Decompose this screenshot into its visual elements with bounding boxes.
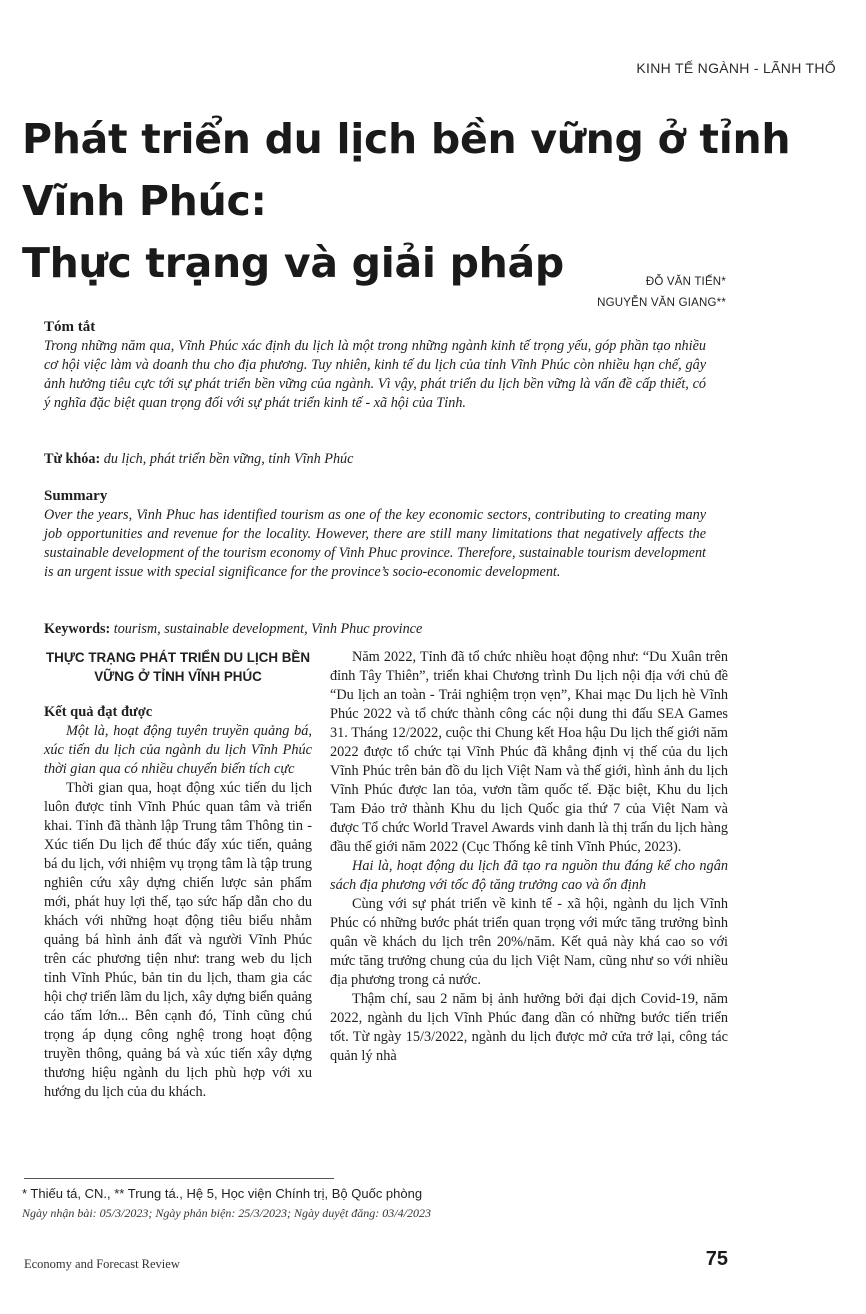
left-paragraph-1: Một là, hoạt động tuyên truyền quảng bá, xúc tiến du lịch của ngành du lịch Vĩnh Phúc thời gian qua có nhiều chuyển biến tích cực xyxy=(44,723,312,777)
author-block xyxy=(597,272,726,314)
author-1: ĐỖ VĂN TIẾN* xyxy=(645,276,726,288)
keywords-vi-label: Từ khóa: xyxy=(44,451,101,467)
abstract-en-heading: Summary xyxy=(44,488,108,504)
subheading-results: Kết quả đạt được xyxy=(44,704,153,720)
title-line-1: Phát triển du lịch bền vững ở tỉnh xyxy=(22,115,791,163)
running-head: KINH TẾ NGÀNH - LÃNH THỔ xyxy=(636,60,836,76)
abstract-vi-body: Trong những năm qua, Vĩnh Phúc xác định du lịch là một trong những ngành kinh tế trọng yếu, góp phần tạo nhiều cơ hội việc làm và doanh thu cho địa phương. Tuy nhiên, kinh tế du lịch của tỉnh Vĩnh Phúc còn nhiều hạn chế, gây ảnh hưởng tiêu cực tới sự phát triển bền vững của ngành. Vì vậy, phát triển du lịch bền vững là vấn đề cấp thiết, có ý nghĩa đặc biệt quan trọng đối với sự phát triển kinh tế - xã hội của Tỉnh. xyxy=(44,338,706,411)
footnote-affiliation: * Thiếu tá, CN., ** Trung tá., Hệ 5, Học viện Chính trị, Bộ Quốc phòng xyxy=(22,1186,423,1201)
right-paragraph-1: Năm 2022, Tỉnh đã tổ chức nhiều hoạt động như: “Du Xuân trên đỉnh Tây Thiên”, triển khai Chương trình Du lịch nội địa với chủ đề “Du lịch an toàn - Trải nghiệm trọn vẹn”, Khai mạc Du lịch hè Vĩnh Phúc 2022 và tổ chức thành công các nội dung thi đấu SEA Games 31. Tháng 12/2022, cuộc thi Chung kết Hoa hậu Du lịch thế giới năm 2022 được tổ chức tại Vĩnh Phúc đã khẳng định vị thế của du lịch Vĩnh Phúc trên bản đồ du lịch Việt Nam và thế giới, hình ảnh du lịch Vĩnh Phúc được lan tỏa, vươn tầm quốc tế. Đặc biệt, Khu du lịch Tam Đảo trở thành Khu du lịch Quốc gia thứ 7 của Việt Nam và được Tổ chức World Travel Awards vinh danh là thị trấn du lịch hàng đầu thế giới năm 2022 (Cục Thống kê tỉnh Vĩnh Phúc, 2023). xyxy=(330,649,728,855)
author-2: NGUYỄN VĂN GIANG** xyxy=(597,297,726,309)
keywords-vi xyxy=(44,450,706,469)
keywords-vi-value: du lịch, phát triển bền vững, tỉnh Vĩnh Phúc xyxy=(103,451,354,467)
footnote-rule xyxy=(24,1178,334,1179)
journal-name: Economy and Forecast Review xyxy=(24,1257,180,1271)
right-paragraph-3: Cùng với sự phát triển về kinh tế - xã hội, ngành du lịch Vĩnh Phúc có những bước phát triển quan trọng với mức tăng trưởng bình quân về khách du lịch trên 20%/năm. Kết quả này khá cao so với mức tăng trưởng chung của du lịch Việt Nam, cũng như so với nhiều địa phương trong cả nước. xyxy=(330,896,728,988)
section-heading: THỰC TRẠNG PHÁT TRIỂN DU LỊCH BỀN VỮNG Ở TỈNH VĨNH PHÚC xyxy=(45,650,311,684)
abstract-en xyxy=(44,487,706,582)
keywords-en xyxy=(44,620,706,639)
title-line-2: Vĩnh Phúc: xyxy=(22,177,267,225)
keywords-en-label: Keywords: xyxy=(44,621,111,637)
abstract-en-body: Over the years, Vinh Phuc has identified tourism as one of the key economic sectors, contributing to creating many job opportunities and revenue for the locality. However, there are still many limitations that negatively affects the sustainable development of the tourism economy of Vinh Phuc province. Therefore, sustainable tourism development is an urgent issue with special significance for the province’s socio-economic development. xyxy=(44,507,706,580)
right-column xyxy=(330,648,728,1066)
keywords-en-value: tourism, sustainable development, Vinh Phuc province xyxy=(113,621,423,637)
title-line-3: Thực trạng và giải pháp xyxy=(22,239,564,287)
abstract-vi xyxy=(44,318,706,413)
right-paragraph-4: Thậm chí, sau 2 năm bị ảnh hưởng bởi đại dịch Covid-19, năm 2022, ngành du lịch Vĩnh Phúc đang dần có những bước tiến triển tốt. Từ ngày 15/3/2022, ngành du lịch được mở cửa trở lại, công tác quản lý nhà xyxy=(330,991,728,1064)
footnote-dates: Ngày nhận bài: 05/3/2023; Ngày phản biện: 25/3/2023; Ngày duyệt đăng: 03/4/2023 xyxy=(22,1206,431,1220)
right-paragraph-2: Hai là, hoạt động du lịch đã tạo ra nguồn thu đáng kể cho ngân sách địa phương với tốc độ tăng trưởng cao và ổn định xyxy=(330,858,728,893)
left-column xyxy=(44,648,312,1102)
article-title xyxy=(22,108,842,294)
page-number: 75 xyxy=(705,1248,728,1270)
left-paragraph-2: Thời gian qua, hoạt động xúc tiến du lịch luôn được tỉnh Vĩnh Phúc quan tâm và triển khai. Tỉnh đã thành lập Trung tâm Thông tin - Xúc tiến Du lịch để thúc đẩy xúc tiến, quảng bá du lịch, với nhiệm vụ trọng tâm là tập trung nghiên cứu xây dựng chiến lược sản phẩm mới, phát huy lợi thế, tạo sức hấp dẫn cho du khách với những hoạt động tiêu biểu nhằm quảng bá hình ảnh đất và người Vĩnh Phúc trên các phương tiện như: trang web du lịch tỉnh Vĩnh Phúc, bản tin du lịch, tham gia các hội chợ triển lãm du lịch, xây dựng biển quảng cáo tấm lớn... Bên cạnh đó, Tỉnh cũng chú trọng áp dụng công nghệ trong hoạt động truyền thông, quảng bá và xúc tiến xây dựng thương hiệu ngành du lịch phù hợp với xu hướng du lịch của du khách. xyxy=(44,780,312,1100)
abstract-vi-heading: Tóm tắt xyxy=(44,319,96,335)
